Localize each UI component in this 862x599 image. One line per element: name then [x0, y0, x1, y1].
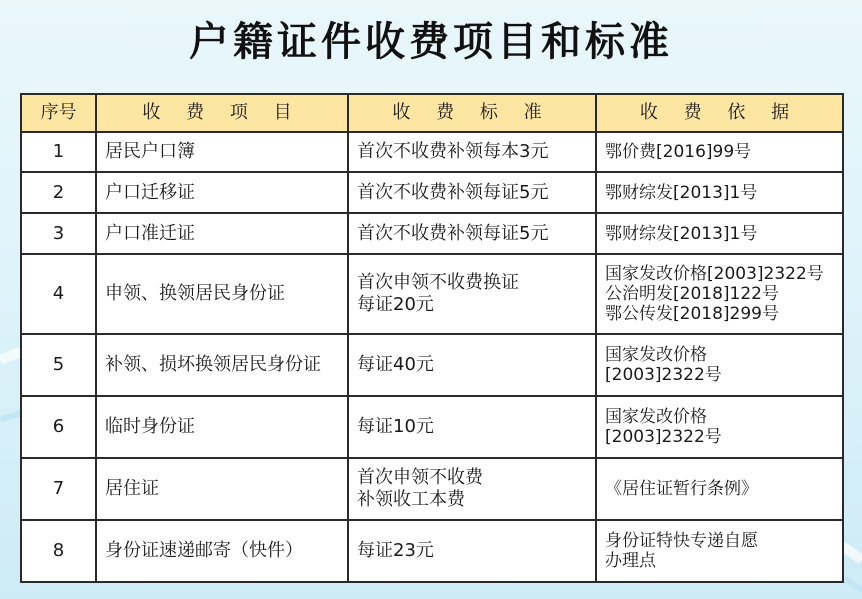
cell-standard: [348, 254, 596, 334]
cell-standard: [348, 458, 596, 520]
standard-line: 首次不收费补领每证5元: [357, 181, 549, 203]
cell-item: 户口准迁证: [96, 213, 348, 254]
header-standard: 收 费 标 准: [348, 94, 596, 132]
basis-line: 《居住证暂行条例》: [605, 479, 758, 499]
cell-no: 3: [21, 213, 96, 254]
cell-no: 7: [21, 458, 96, 520]
table-row: [21, 172, 843, 213]
cell-no: 5: [21, 334, 96, 396]
cell-no: 8: [21, 520, 96, 582]
basis-line: 国家发改价格: [605, 345, 707, 365]
cell-basis: [596, 520, 843, 582]
basis-line: 鄂财综发[2013]1号: [605, 182, 758, 203]
basis-line: 公治明发[2018]122号: [605, 284, 779, 304]
standard-line: 首次不收费补领每证5元: [357, 222, 549, 244]
table-row: [21, 132, 843, 172]
table-header-row: [21, 94, 843, 132]
standard-line: 首次申领不收费: [357, 467, 483, 488]
cell-item: 居住证: [96, 458, 348, 520]
header-no: 序号: [21, 94, 96, 132]
cell-no: 4: [21, 254, 96, 334]
cell-basis: [596, 396, 843, 458]
basis-line: 鄂公传发[2018]299号: [605, 304, 779, 324]
basis-line: [2003]2322号: [605, 365, 722, 385]
table-row: [21, 254, 843, 334]
cell-item: 临时身份证: [96, 396, 348, 458]
cell-standard: [348, 396, 596, 458]
cell-item: 居民户口簿: [96, 132, 348, 172]
cell-basis: [596, 334, 843, 396]
cell-basis: [596, 172, 843, 213]
standard-line: 补领收工本费: [357, 489, 465, 510]
cell-standard: [348, 334, 596, 396]
header-basis: 收 费 依 据: [596, 94, 843, 132]
fee-table: [20, 93, 844, 583]
basis-line: 办理点: [605, 551, 656, 571]
basis-line: 身份证特快专递自愿: [605, 531, 758, 551]
cell-item: 补领、损坏换领居民身份证: [96, 334, 348, 396]
cell-no: 6: [21, 396, 96, 458]
cell-standard: [348, 520, 596, 582]
standard-line: 每证10元: [357, 416, 434, 437]
standard-line: 首次申领不收费换证: [357, 272, 519, 293]
table-row: [21, 458, 843, 520]
cell-no: 1: [21, 132, 96, 172]
cell-standard: [348, 213, 596, 254]
cell-basis: [596, 458, 843, 520]
standard-line: 每证20元: [357, 294, 434, 315]
basis-line: 鄂价费[2016]99号: [605, 142, 752, 162]
cell-no: 2: [21, 172, 96, 213]
table-row: [21, 396, 843, 458]
standard-line: 每证40元: [357, 354, 434, 375]
cell-standard: [348, 172, 596, 213]
cell-item: 户口迁移证: [96, 172, 348, 213]
page-title: 户籍证件收费项目和标准: [189, 18, 673, 65]
standard-line: 每证23元: [357, 540, 434, 561]
basis-line: 国家发改价格: [605, 407, 707, 427]
basis-line: [2003]2322号: [605, 427, 722, 447]
table-body: [21, 132, 843, 582]
cell-basis: [596, 213, 843, 254]
header-item: 收 费 项 目: [96, 94, 348, 132]
cell-item: 身份证速递邮寄（快件）: [96, 520, 348, 582]
standard-line: 首次不收费补领每本3元: [357, 141, 549, 162]
cell-standard: [348, 132, 596, 172]
basis-line: 国家发改价格[2003]2322号: [605, 264, 824, 284]
table-row: [21, 334, 843, 396]
table-row: [21, 520, 843, 582]
table-row: [21, 213, 843, 254]
cell-basis: [596, 132, 843, 172]
basis-line: 鄂财综发[2013]1号: [605, 223, 758, 244]
cell-item: 申领、换领居民身份证: [96, 254, 348, 334]
cell-basis: [596, 254, 843, 334]
